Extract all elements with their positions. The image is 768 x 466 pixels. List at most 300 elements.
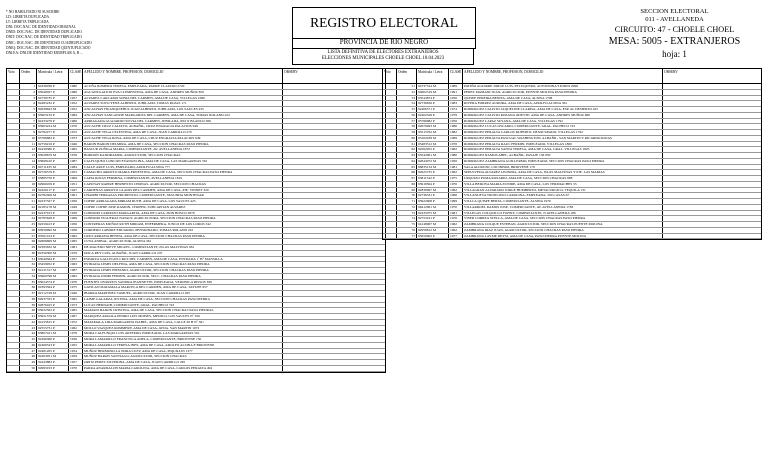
- observation-cell: [283, 320, 315, 325]
- order-number: 48: [20, 354, 37, 359]
- observation-cell: [663, 182, 701, 187]
- list-description-line1: LISTA DEFINITIVA DE ELECTORES EXTRANJEROS: [327, 49, 439, 55]
- observation-cell: [663, 90, 701, 95]
- observation-cell: [283, 113, 315, 118]
- registration-number: 93501014 P: [37, 234, 69, 239]
- order-number: 35: [20, 280, 37, 285]
- order-number: 51: [397, 84, 417, 89]
- order-number: 61: [397, 142, 417, 147]
- vote-cell: [7, 119, 20, 124]
- birth-year: 1965: [69, 308, 83, 313]
- voter-details: VILLCA QUISPE BERTA, COMERCIANTE, ALSINA 1976: [463, 199, 663, 204]
- birth-year: 1967: [69, 314, 83, 319]
- vote-cell: [7, 308, 20, 313]
- vote-cell: [7, 326, 20, 331]
- voter-details: PARRA ANARDALON MARIA CAROLINA, AMA DE CASA, CARLOS PERALTA 494: [83, 366, 283, 371]
- order-number: 60: [397, 136, 417, 141]
- order-number: 8: [20, 124, 37, 129]
- observation-cell: [663, 176, 701, 181]
- order-number: 2: [20, 90, 37, 95]
- birth-year: 1956: [449, 159, 463, 164]
- birth-year: 1965: [69, 297, 83, 302]
- voter-details: LAIME GALARZA JUSTINA, AMA DE CASA, SECCION CHACRAS PASO PIEDRA: [83, 297, 283, 302]
- birth-year: 1951: [69, 182, 83, 187]
- observation-cell: [283, 257, 315, 262]
- order-number: 68: [397, 182, 417, 187]
- voter-details: AGUANTA ALEJO EVA CLEMENTINA, AMA DE CASA, ANDRES MUÑOZ 850: [83, 90, 283, 95]
- observation-cell: [663, 228, 701, 233]
- note-line: DNIQ: DOC.NAC. DE IDENTIDAD QUINTUPLICADO: [6, 45, 91, 50]
- voter-details: AUCACHE VEGA CELESTINA, AMA DE CASA, JUAN CARRILLO 270: [83, 130, 283, 135]
- voter-details: AUCACHE CRUZ CALIXTO, ALBAÑIL, CRUZ ENGRACIA PALACIOS 949: [83, 124, 283, 129]
- birth-year: 1981: [449, 211, 463, 216]
- voter-details: COFRE COFRE JOSE RAMON, CHOFER, SUBCAPITAN ALVAREZ: [83, 205, 283, 210]
- order-number: 28: [20, 239, 37, 244]
- vote-cell: [7, 251, 20, 256]
- voter-details: FUENTES OYARZUN SANDRA JEANNETTE, EMPLEADA, VERONICA RISSOS 398: [83, 280, 283, 285]
- observation-cell: [663, 193, 701, 198]
- observation-cell: [663, 165, 701, 170]
- voter-details: CARDENAS ARROYO GLADIS DEL CARMEN, AMA DE CASA, PJE. VINNET 329: [83, 188, 283, 193]
- voter-details: RODRIGUEZ PERALTA RAUL FERMIN, EMPLEADO, VILLEGAS 1800: [463, 142, 663, 147]
- vote-cell: [7, 239, 20, 244]
- order-number: 42: [20, 320, 37, 325]
- vote-cell: [383, 228, 397, 233]
- note-line: LD: LIBRETA DUPLICADA: [6, 15, 50, 20]
- order-number: 47: [20, 349, 37, 354]
- observation-cell: [663, 136, 701, 141]
- registration-number: 92403051 M: [37, 354, 69, 359]
- order-number: 75: [397, 222, 417, 227]
- observation-cell: [283, 124, 315, 129]
- registration-number: 93698410 P: [37, 159, 69, 164]
- page-title: REGISTRO ELECTORAL: [292, 7, 476, 39]
- voter-details: ALVAREZ CARCAMO SONIA DEL CARMEN, AMA DE CASA, VILLEGAS 1080: [83, 96, 283, 101]
- observation-cell: [283, 182, 315, 187]
- observation-cell: [283, 130, 315, 135]
- birth-year: 1972: [69, 320, 83, 325]
- vote-cell: [7, 101, 20, 106]
- voter-details: URQUIZO PUMA ROSARIO, AMA DE CASA, SECCION CHACRAS 808: [463, 176, 663, 181]
- observation-cell: [283, 234, 315, 239]
- observation-cell: [283, 222, 315, 227]
- birth-year: 1974: [449, 107, 463, 112]
- registration-number: 92237327 P: [37, 199, 69, 204]
- birth-year: 1979: [69, 251, 83, 256]
- voter-details: BARON BARON DELMIRA, AMA DE CASA, SECCION CHACRAS PASO PIEDRA: [83, 142, 283, 147]
- birth-year: 1980: [69, 84, 83, 89]
- observation-cell: [283, 354, 315, 359]
- birth-year: 1969: [69, 176, 83, 181]
- registration-number: 94148967 M: [417, 222, 449, 227]
- table-header: [383, 69, 761, 84]
- observation-cell: [283, 170, 315, 175]
- birth-year: 1976: [449, 142, 463, 147]
- vote-cell: [7, 280, 20, 285]
- observation-cell: [283, 193, 315, 198]
- column-header-nombre: APELLIDO Y NOMBRE, PROFESION, DOMICILIO: [463, 69, 663, 83]
- order-number: 3: [20, 96, 37, 101]
- observation-cell: [283, 216, 315, 221]
- birth-year: 1947: [69, 188, 83, 193]
- observation-cell: [663, 199, 701, 204]
- observation-cell: [663, 234, 701, 239]
- order-number: 1: [20, 84, 37, 89]
- voter-details: ANCACHAY SANCANZIE MARGARITA DEL CARMEN, AMA DE CASA, TOMAS ROLAND 222: [83, 113, 283, 118]
- birth-year: 1970: [69, 366, 83, 371]
- birth-year: 1976: [69, 153, 83, 158]
- birth-year: 1984: [69, 113, 83, 118]
- registration-number: 93459952 P: [37, 262, 69, 267]
- voter-details: MORA LAMARILLO FRANCISCA ADELA, COMERCIANTE, BRIOVENE 150: [83, 337, 283, 342]
- observation-cell: [283, 147, 315, 152]
- order-number: 22: [20, 205, 37, 210]
- registration-number: 95796683 P: [37, 136, 69, 141]
- voter-details: GAVILAN MATAMALA MARCELA DEL CARMEN, AMA DE CASA, TAYUPE 957: [83, 285, 283, 290]
- note-line: DNID: DOC.NAC. DE IDENTIDAD DUPLICADO: [6, 30, 82, 35]
- order-number: 7: [20, 119, 37, 124]
- registration-number: 95796682 P: [417, 119, 449, 124]
- order-number: 37: [20, 291, 37, 296]
- birth-year: 1955: [69, 170, 83, 175]
- abbreviation-notes: [6, 10, 286, 56]
- birth-year: 1973: [69, 303, 83, 308]
- voter-details: VILLEGAS COLQUILLO FONNY, COMERCIANTE, N AVELLANEDA 186: [463, 211, 663, 216]
- table-row: [7, 366, 385, 372]
- column-header-voto: Voto: [7, 69, 20, 83]
- order-number: 11: [20, 142, 37, 147]
- order-number: 23: [20, 211, 37, 216]
- vote-cell: [7, 349, 20, 354]
- vote-cell: [7, 199, 20, 204]
- observation-cell: [283, 119, 315, 124]
- observation-cell: [283, 165, 315, 170]
- order-number: 49: [20, 360, 37, 365]
- voter-details: MOLLO VAZQUEZ ROMMERY, AMA DE CASA, AVDA. SAN MARTIN 1072: [83, 326, 283, 331]
- registration-number: 92782406 M: [37, 193, 69, 198]
- order-number: 4: [20, 101, 37, 106]
- vote-cell: [383, 222, 397, 227]
- birth-year: 1961: [69, 193, 83, 198]
- birth-year: 1949: [69, 205, 83, 210]
- voter-details: RODRIGUEZ PERALTA PASCUAL WASHINGTON, ALBAÑIL, SAN MARTIN Y RICARDO ROJAS: [463, 136, 663, 141]
- voter-details: RODRIGUEZ RAMOS ABEL, ALBAÑIL, PASAJE 136 850: [463, 153, 663, 158]
- registration-number: 93811542 P: [417, 176, 449, 181]
- order-number: 38: [20, 297, 37, 302]
- birth-year: 1965: [69, 239, 83, 244]
- order-number: 73: [397, 211, 417, 216]
- observation-cell: [283, 107, 315, 112]
- vote-cell: [7, 228, 20, 233]
- order-number: 71: [397, 199, 417, 204]
- registration-number: 93102439 M: [417, 136, 449, 141]
- vote-cell: [7, 291, 20, 296]
- voter-details: CAPUNAY RAPIRE HERNESTO CHONAS, AGRICULTOR, SECCION CHACRAS: [83, 182, 283, 187]
- vote-cell: [7, 193, 20, 198]
- column-header-orden: Orden: [397, 69, 417, 83]
- observation-cell: [283, 308, 315, 313]
- vote-cell: [383, 84, 397, 89]
- voter-details: CALLE ARCE LUIS, EMPLEADO, ADOLFO ALSINA 777: [83, 165, 283, 170]
- order-number: 14: [20, 159, 37, 164]
- vote-cell: [7, 170, 20, 175]
- registration-number: 96835134 M: [417, 165, 449, 170]
- list-description: [292, 48, 474, 65]
- note-line: DNIC: DOC.NAC. DE IDENTIDAD CUADRUPLICADO: [6, 40, 92, 45]
- voter-details: CORDERO LABORE EDUARDO, PENSIONADO, TOMAS ROLAND 222: [83, 228, 283, 233]
- observation-cell: [663, 222, 701, 227]
- birth-year: 1978: [69, 331, 83, 336]
- order-number: 24: [20, 216, 37, 221]
- birth-year: 1956: [449, 119, 463, 124]
- birth-year: 1975: [449, 176, 463, 181]
- voter-table-right: [382, 68, 762, 240]
- birth-year: 1970: [449, 205, 463, 210]
- voter-details: MORA LAMARILLO TERESA INES, AMA DE CASA, ADOLFO ALSINA E BRIOVENE: [83, 343, 283, 348]
- birth-year: 1957: [69, 360, 83, 365]
- registration-number: 93922608 P: [417, 199, 449, 204]
- column-header-clase: CLASE: [69, 69, 83, 83]
- birth-year: 1983: [449, 101, 463, 106]
- birth-year: 1969: [69, 216, 83, 221]
- birth-year: 1957: [69, 257, 83, 262]
- birth-year: 1962: [69, 326, 83, 331]
- registration-number: 93950992 M: [37, 228, 69, 233]
- table-body: [7, 84, 385, 372]
- vote-cell: [383, 182, 397, 187]
- birth-year: 1963: [69, 262, 83, 267]
- voter-details: LUCAS HERNAIB, COMERCIANTE, GRAL. PACHECO 743: [83, 303, 283, 308]
- voter-details: CRUZ ARRATIA BENITA, AMA DE CASA, SECCION CHACRAS PASO PIEDRA: [83, 234, 283, 239]
- registration-number: 92259413 P: [37, 222, 69, 227]
- order-number: 36: [20, 285, 37, 290]
- vote-cell: [383, 107, 397, 112]
- observation-cell: [283, 297, 315, 302]
- registration-number: 93542961 M: [417, 153, 449, 158]
- birth-year: 1966: [69, 119, 83, 124]
- registration-number: 94155815 P: [37, 320, 69, 325]
- order-number: 77: [397, 234, 417, 239]
- observation-cell: [283, 205, 315, 210]
- voter-details: MATAMALA LIRA MARGARITA ISABEL, AMA DE CASA, CALLE 20 B Nº 561: [83, 320, 283, 325]
- birth-year: 1975: [69, 285, 83, 290]
- vote-cell: [7, 147, 20, 152]
- order-number: 65: [397, 165, 417, 170]
- vote-cell: [7, 107, 20, 112]
- voter-details: VILLANUEVA TRONCOSO CAROLINA, EMPLEADA, 500 CASAS 67: [463, 193, 663, 198]
- vote-cell: [7, 343, 20, 348]
- registration-number: 92960459 P: [37, 182, 69, 187]
- table-header: [7, 69, 385, 84]
- vote-cell: [7, 130, 20, 135]
- vote-cell: [7, 360, 20, 365]
- vote-cell: [7, 153, 20, 158]
- observation-cell: [663, 113, 701, 118]
- registration-number: 92433279 P: [37, 119, 69, 124]
- vote-cell: [383, 153, 397, 158]
- order-number: 58: [397, 124, 417, 129]
- vote-cell: [7, 176, 20, 181]
- voter-details: ORTIZ PEREZ SILVERINA, AMA DE CASA, JUAN CARRILLO 265: [83, 360, 283, 365]
- voter-details: ACUÑA ROMERO TERESA, EMPLEADA, PADRE CLAUDIO 2720: [83, 84, 283, 89]
- observation-cell: [283, 159, 315, 164]
- birth-year: 1962: [69, 274, 83, 279]
- order-number: 5: [20, 107, 37, 112]
- order-number: 56: [397, 113, 417, 118]
- observation-cell: [283, 245, 315, 250]
- column-header-nombre: APELLIDO Y NOMBRE, PROFESION, DOMICILIO: [83, 69, 283, 83]
- order-number: 54: [397, 101, 417, 106]
- birth-year: 1970: [69, 280, 83, 285]
- registration-number: 92443883 P: [37, 360, 69, 365]
- registration-number: 93900798 M: [37, 274, 69, 279]
- voter-details: QUISPE PEREIRA BENITA, AMA DE CASA, ALSINA 1708: [463, 96, 663, 101]
- voter-details: CALFUQUEO LONCON EVANGELINA, AMA DE CASA, LAS MARGARITAS 561: [83, 159, 283, 164]
- voter-details: ZAMBRANA LAYME DEYSI, AMA DE CASA, PASO PIEDRA PUENTE MOLINA: [463, 234, 663, 239]
- order-number: 27: [20, 234, 37, 239]
- vote-cell: [7, 320, 20, 325]
- birth-year: 1976: [449, 216, 463, 221]
- observation-cell: [663, 188, 701, 193]
- voter-details: ESPARZA GALLEGOS CRUZ DEL CARMEN, AMA DE CASA, ENTRADA 1º B° MANSILLA: [83, 257, 283, 262]
- voter-details: CAMACHO ARROYO MARIA ERNESTINA, AMA DE CASA, SECCION CHACRAS PASO PIEDRA: [83, 170, 283, 175]
- observation-cell: [283, 285, 315, 290]
- birth-year: 1981: [449, 165, 463, 170]
- vote-cell: [383, 124, 397, 129]
- vote-cell: [383, 101, 397, 106]
- registration-number: 92466523 P: [37, 343, 69, 348]
- observation-cell: [283, 343, 315, 348]
- birth-year: 1952: [69, 101, 83, 106]
- order-number: 18: [20, 182, 37, 187]
- vote-cell: [383, 205, 397, 210]
- observation-cell: [283, 142, 315, 147]
- order-number: 15: [20, 165, 37, 170]
- section-info: [587, 8, 762, 61]
- observation-cell: [283, 314, 315, 319]
- observation-cell: [663, 142, 701, 147]
- birth-year: 1989: [449, 84, 463, 89]
- birth-year: 1981: [69, 245, 83, 250]
- voter-details: ESTRADA LEMIS EPIFANIO, AGRICULTOR, SECCION CHACRAS PASO PIEDRA: [83, 268, 283, 273]
- order-number: 39: [20, 303, 37, 308]
- registration-number: 95483512 M: [417, 142, 449, 147]
- order-number: 10: [20, 136, 37, 141]
- registration-number: 96412961 M: [417, 205, 449, 210]
- registration-number: 93903224 M: [37, 124, 69, 129]
- birth-year: 1958: [69, 211, 83, 216]
- registration-number: 92496360 P: [37, 337, 69, 342]
- registration-number: 94562055 P: [417, 147, 449, 152]
- registration-number: 95040027 P: [37, 90, 69, 95]
- observation-cell: [283, 331, 315, 336]
- registration-number: 93903133 P: [37, 113, 69, 118]
- voter-details: VILLARROEL RAMOS JOSE, COMERCIANTE, AV. AVELLANEDA 1783: [463, 205, 663, 210]
- vote-cell: [383, 90, 397, 95]
- birth-year: 1969: [449, 136, 463, 141]
- voter-details: VILLAGRAN ALVARADO JORGE HUMBERTO, METALURGICO, TEQUILA 131: [463, 188, 663, 193]
- order-number: 70: [397, 193, 417, 198]
- registration-number: 92429117 P: [37, 188, 69, 193]
- order-number: 59: [397, 130, 417, 135]
- voter-details: BASCUR ZUÑIGA MARIA, COMERCIANTE, AV. AVELLANEDA 1872: [83, 147, 283, 152]
- vote-cell: [383, 119, 397, 124]
- observation-cell: [283, 96, 315, 101]
- vote-cell: [7, 245, 20, 250]
- birth-year: 1976: [69, 124, 83, 129]
- observation-cell: [283, 228, 315, 233]
- voter-details: RODRIGUEZ PERALTA SANTA TERESA, AMA DE CASA, GRAL. VILLEGAS 1825: [463, 147, 663, 152]
- order-number: 62: [397, 147, 417, 152]
- order-number: 33: [20, 268, 37, 273]
- registration-number: 92785628 P: [37, 216, 69, 221]
- vote-cell: [7, 216, 20, 221]
- voter-details: SEPULVEDA ALVAREZ LEONIDA, AMA DE CASA, ISLAS MALVINAS Y PJE. LAS MARIAS: [463, 170, 663, 175]
- voter-details: MORA CALFUNQUI LUIS ARTEMIO, EMPLEADO, LAS MARGARITAS 561: [83, 331, 283, 336]
- voter-details: CONDORI CARDOZO MARGARITA, AMA DE CASA, DON BOSCO 2876: [83, 211, 283, 216]
- order-number: 66: [397, 170, 417, 175]
- order-number: 52: [397, 90, 417, 95]
- birth-year: 1972: [69, 130, 83, 135]
- registration-number: 92185178 M: [37, 205, 69, 210]
- registration-number: 92237913 P: [37, 211, 69, 216]
- voter-details: ESTRADA LEMIS DELFINA, AMA DE CASA, SECCION CHACRAS PASO PIEDRA: [83, 262, 283, 267]
- registration-number: 94737524 M: [417, 84, 449, 89]
- registration-number: 92485232 P: [37, 101, 69, 106]
- birth-year: 1956: [69, 337, 83, 342]
- observation-cell: [663, 159, 701, 164]
- registration-number: 93028679 M: [37, 153, 69, 158]
- voter-details: ZAMBRANA COLQUE ESTEBAN, AGRICULTOR, SECCION CHACRAS PUENTE MOLINA: [463, 222, 663, 227]
- observation-cell: [283, 176, 315, 181]
- voter-details: ANCACHAY HUANQUIEHUL JUAN ALBERTO, JUBILADO, LOS SAUCES 435: [83, 107, 283, 112]
- birth-year: 1940: [69, 291, 83, 296]
- vote-cell: [7, 314, 20, 319]
- vote-cell: [383, 159, 397, 164]
- registration-number: 92876425 P: [37, 303, 69, 308]
- vote-cell: [383, 96, 397, 101]
- birth-year: 1966: [449, 193, 463, 198]
- registration-number: 92638643 M: [37, 107, 69, 112]
- observation-cell: [283, 136, 315, 141]
- observation-cell: [663, 107, 701, 112]
- voter-details: DOCA REY LUIS, ALBAÑIL, JUAN CARRILLO 270: [83, 251, 283, 256]
- registration-number: 95515762 M: [417, 130, 449, 135]
- birth-year: 1958: [69, 228, 83, 233]
- order-number: 17: [20, 176, 37, 181]
- mesa-label: MESA: 5005 - EXTRANJEROS: [608, 36, 741, 47]
- observation-cell: [283, 199, 315, 204]
- registration-number: 95885750 P: [37, 176, 69, 181]
- birth-year: 1984: [69, 165, 83, 170]
- vote-cell: [7, 331, 20, 336]
- vote-cell: [7, 205, 20, 210]
- observation-cell: [283, 291, 315, 296]
- birth-year: 1987: [69, 268, 83, 273]
- birth-year: 1977: [449, 234, 463, 239]
- birth-year: 1965: [69, 147, 83, 152]
- vote-cell: [7, 182, 20, 187]
- voter-details: BORDON KANDRAMUR, AGRICULTOR, SECCION CHACRAS: [83, 153, 283, 158]
- order-number: 64: [397, 159, 417, 164]
- registration-number: 93049564 P: [37, 257, 69, 262]
- birth-year: 1979: [449, 113, 463, 118]
- voter-details: RIVERA FORREZ AURORA, AMA DE CASA, ADOLFO ALSINA 361: [463, 101, 663, 106]
- observation-cell: [283, 280, 315, 285]
- order-number: 55: [397, 107, 417, 112]
- observation-cell: [663, 124, 701, 129]
- vote-cell: [7, 159, 20, 164]
